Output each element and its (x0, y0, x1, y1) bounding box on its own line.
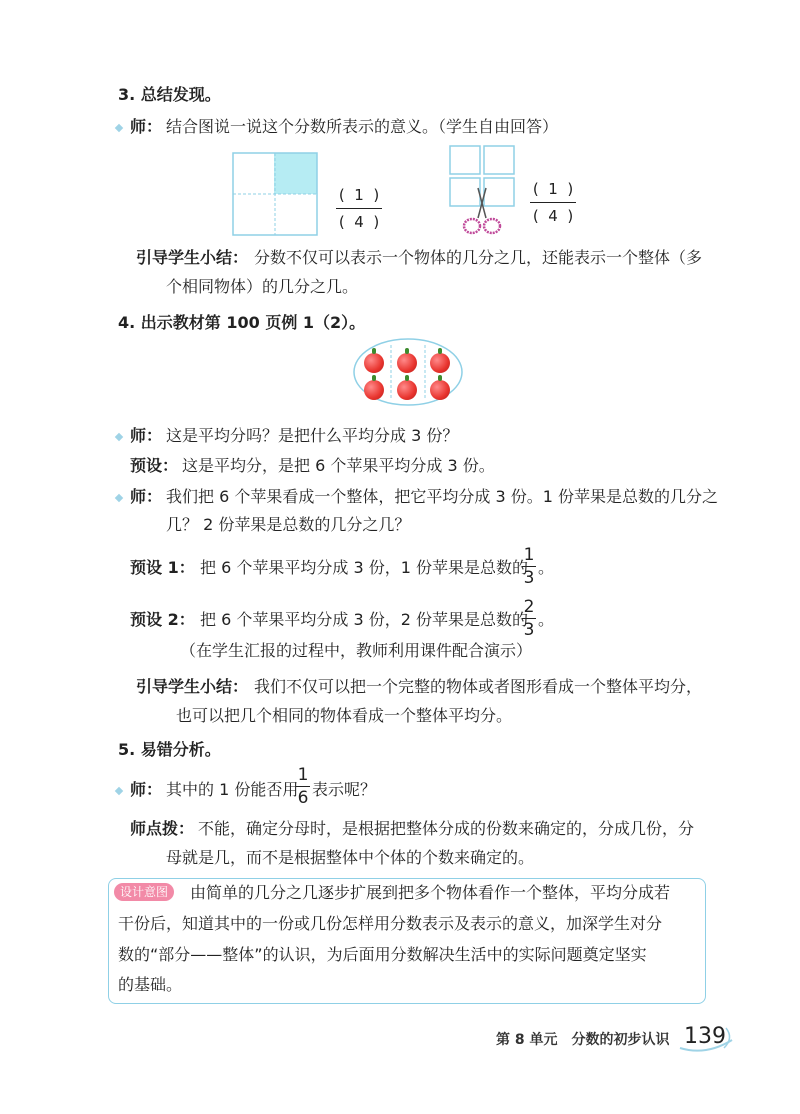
teacher-question-2a: 我们把 6 个苹果看成一个整体，把它平均分成 3 份。1 份苹果是总数的几分之 (166, 487, 718, 506)
design-line-2: 干份后，知道其中的一份或几份怎样用分数表示及表示的意义，加深学生对分 (118, 914, 663, 933)
bullet-diamond-icon (115, 494, 123, 502)
section3-heading: 3. 总结发现。 (118, 85, 221, 104)
preset-text: 这是平均分，是把 6 个苹果平均分成 3 份。 (182, 456, 495, 475)
summary-line-1a: 分数不仅可以表示一个物体的几分之几，还能表示一个整体（多 (254, 248, 703, 267)
apple-icon (364, 353, 384, 373)
tip-line-2: 母就是几，而不是根据整体中个体的个数来确定的。 (166, 848, 535, 867)
teacher-text: 结合图说一说这个分数所表示的意义。（学生自由回答） (166, 117, 559, 136)
fraction-1-3: 1 3 (523, 545, 535, 588)
quarter-square-figure (232, 152, 318, 236)
teacher-label: 师： (130, 780, 163, 799)
teacher-question: 这是平均分吗？是把什么平均分成 3 份？ (166, 426, 459, 445)
tip-label: 师点拨： (130, 819, 195, 838)
teacher-question-2b: 几？ 2 份苹果是总数的几分之几？ (166, 515, 411, 534)
apple-icon (430, 380, 450, 400)
preset1-end: 。 (538, 558, 555, 577)
error-question-pre: 其中的 1 份能否用 (166, 780, 299, 799)
preset1-label: 预设 1： (130, 558, 195, 577)
design-line-1: 由简单的几分之几逐步扩展到把多个物体看作一个整体，平均分成若 (190, 883, 671, 902)
design-line-3: 数的“部分——整体”的认识，为后面用分数解决生活中的实际问题奠定坚实 (118, 945, 647, 964)
fraction-2-3: 2 3 (523, 597, 535, 640)
bullet-diamond-icon (115, 433, 123, 441)
fraction-1-4-a: ( 1 ) ( 4 ) (336, 186, 382, 231)
apple-icon (364, 380, 384, 400)
teacher-label: 师： (130, 487, 163, 506)
scissors-paper-figure (448, 144, 518, 240)
preset2-label: 预设 2： (130, 610, 195, 629)
footer-unit: 第 8 单元 分数的初步认识 (496, 1032, 670, 1048)
summary-line-1b: 个相同物体）的几分之几。 (166, 277, 359, 296)
apple-icon (397, 380, 417, 400)
summary-line-2b: 也可以把几个相同的物体看成一个整体平均分。 (176, 706, 513, 725)
fraction-1-4-b: ( 1 ) ( 4 ) (530, 180, 576, 225)
section4-heading: 4. 出示教材第 100 页例 1（2）。 (118, 313, 366, 332)
fraction-1-6: 1 6 (297, 765, 309, 808)
preset1-text: 把 6 个苹果平均分成 3 份，1 份苹果是总数的 (200, 558, 528, 577)
preset2-text: 把 6 个苹果平均分成 3 份，2 份苹果是总数的 (200, 610, 528, 629)
apple-icon (430, 353, 450, 373)
apple-icon (397, 353, 417, 373)
design-intent-tag: 设计意图 (114, 883, 174, 901)
tip-line-1: 不能，确定分母时，是根据把整体分成的份数来确定的，分成几份，分 (198, 819, 695, 838)
section5-heading: 5. 易错分析。 (118, 740, 221, 759)
preset-label: 预设： (130, 456, 179, 475)
summary-line-2a: 我们不仅可以把一个完整的物体或者图形看成一个整体平均分， (254, 677, 703, 696)
summary-label-1: 引导学生小结： (136, 248, 249, 267)
design-line-4: 的基础。 (118, 975, 183, 994)
bullet-diamond-icon (115, 124, 123, 132)
page-swirl-icon (676, 1018, 736, 1058)
teaching-note: （在学生汇报的过程中，教师利用课件配合演示） (180, 641, 533, 660)
preset2-end: 。 (538, 610, 555, 629)
teacher-label: 师： (130, 426, 163, 445)
error-question-post: 表示呢？ (312, 780, 377, 799)
teacher-label: 师： (130, 117, 163, 136)
page-number: 139 (684, 1024, 726, 1049)
bullet-diamond-icon (115, 787, 123, 795)
summary-label-2: 引导学生小结： (136, 677, 249, 696)
